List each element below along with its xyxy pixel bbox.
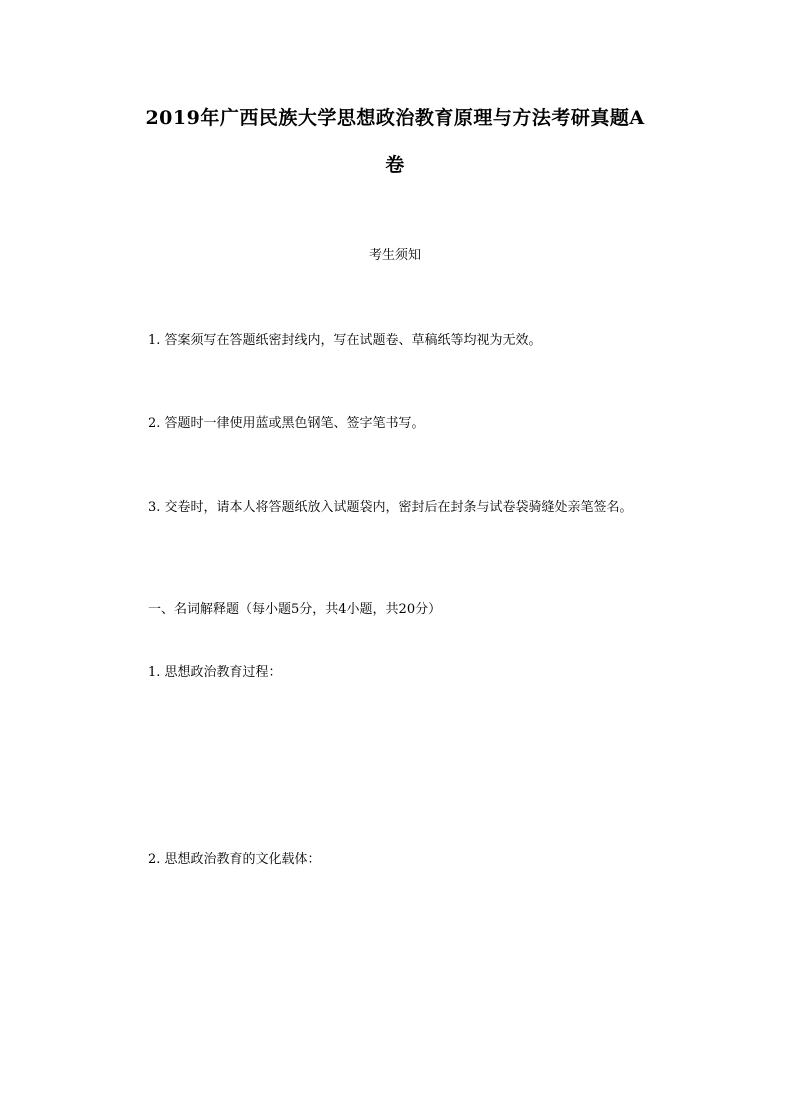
notice-item-3: 3. 交卷时，请本人将答题纸放入试题袋内，密封后在封条与试卷袋骑缝处亲笔签名。 [148, 500, 633, 515]
section-heading: 一、名词解释题（每小题5分，共4小题，共20分） [148, 602, 442, 617]
notice-item-2: 2. 答题时一律使用蓝或黑色钢笔、签字笔书写。 [148, 416, 425, 431]
notice-heading: 考生须知 [368, 248, 421, 263]
question-2: 2. 思想政治教育的文化载体： [148, 852, 321, 867]
notice-item-1: 1. 答案须写在答题纸密封线内，写在试题卷、草稿纸等均视为无效。 [148, 333, 542, 348]
exam-title-line-2: 卷 [385, 154, 405, 176]
question-1: 1. 思想政治教育过程： [148, 665, 282, 680]
exam-title-line-1: 2019年广西民族大学思想政治教育原理与方法考研真题A [145, 107, 645, 129]
